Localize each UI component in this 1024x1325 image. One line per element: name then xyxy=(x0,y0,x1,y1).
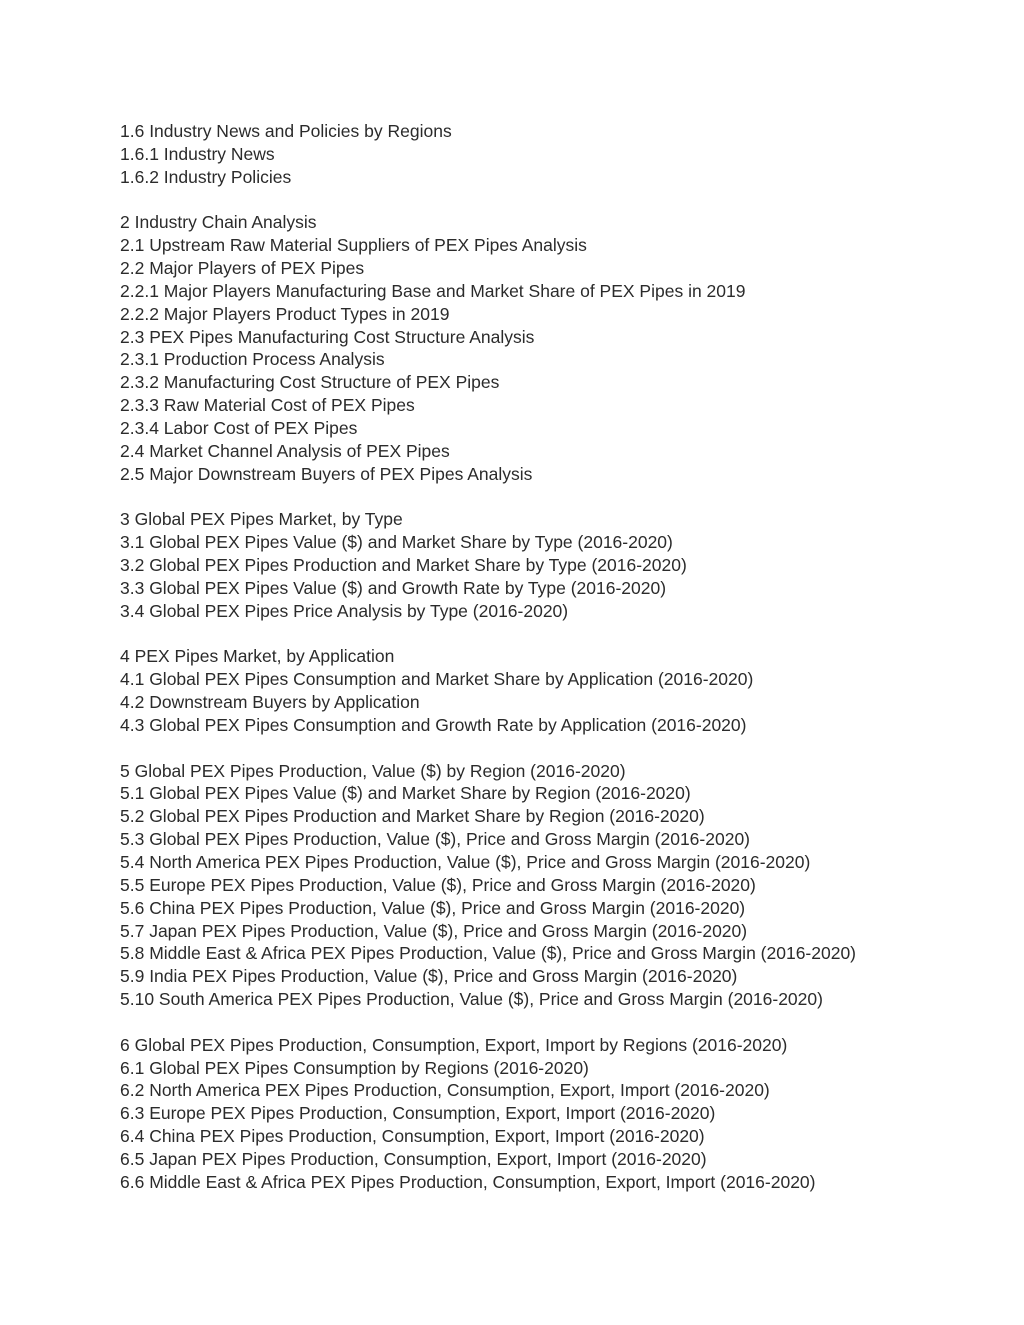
toc-heading: 1.6 Industry News and Policies by Regions xyxy=(120,121,452,141)
toc-heading: 5 Global PEX Pipes Production, Value ($) by Region (2016-2020) xyxy=(120,760,626,781)
toc-entry: 5.2 Global PEX Pipes Production and Market Share by Region (2016-2020) xyxy=(120,806,705,827)
toc-entry: 1.6.1 Industry News xyxy=(120,143,275,164)
toc-entry: 6.6 Middle East & Africa PEX Pipes Production, Consumption, Export, Import (2016-2020) xyxy=(120,1171,816,1192)
toc-entry: 6.1 Global PEX Pipes Consumption by Regions (2016-2020) xyxy=(120,1057,589,1078)
toc-entry: 3.3 Global PEX Pipes Value ($) and Growth Rate by Type (2016-2020) xyxy=(120,577,667,598)
table-of-contents xyxy=(120,120,1000,1217)
toc-entry: 2.3.4 Labor Cost of PEX Pipes xyxy=(120,417,358,438)
toc-entry: 2.3 PEX Pipes Manufacturing Cost Structure Analysis xyxy=(120,326,535,347)
toc-entry: 4.3 Global PEX Pipes Consumption and Growth Rate by Application (2016-2020) xyxy=(120,714,747,735)
toc-entry: 2.2.2 Major Players Product Types in 2019 xyxy=(120,303,450,324)
toc-entry: 5.4 North America PEX Pipes Production, Value ($), Price and Gross Margin (2016-2020) xyxy=(120,852,811,872)
toc-entry: 5.6 China PEX Pipes Production, Value ($), Price and Gross Margin (2016-2020) xyxy=(120,897,746,918)
toc-entry: 5.1 Global PEX Pipes Value ($) and Market Share by Region (2016-2020) xyxy=(120,783,691,804)
toc-entry: 4.1 Global PEX Pipes Consumption and Market Share by Application (2016-2020) xyxy=(120,669,754,690)
toc-entry: 3.4 Global PEX Pipes Price Analysis by Type (2016-2020) xyxy=(120,600,569,621)
toc-entry: 2.3.2 Manufacturing Cost Structure of PEX Pipes xyxy=(120,372,500,393)
toc-entry: 5.10 South America PEX Pipes Production, Value ($), Price and Gross Margin (2016-2020) xyxy=(120,989,823,1010)
toc-section xyxy=(120,211,1000,485)
toc-entry: 5.8 Middle East & Africa PEX Pipes Production, Value ($), Price and Gross Margin (2016-2020) xyxy=(120,943,857,964)
toc-entry: 6.4 China PEX Pipes Production, Consumption, Export, Import (2016-2020) xyxy=(120,1126,705,1147)
toc-heading: 3 Global PEX Pipes Market, by Type xyxy=(120,509,403,530)
toc-entry: 2.2 Major Players of PEX Pipes xyxy=(120,258,365,279)
toc-heading: 6 Global PEX Pipes Production, Consumption, Export, Import by Regions (2016-2020) xyxy=(120,1034,788,1055)
toc-entry: 5.9 India PEX Pipes Production, Value ($), Price and Gross Margin (2016-2020) xyxy=(120,966,738,987)
toc-entry: 6.2 North America PEX Pipes Production, Consumption, Export, Import (2016-2020) xyxy=(120,1080,770,1101)
toc-section xyxy=(120,645,1000,736)
toc-section xyxy=(120,508,1000,622)
toc-entry: 6.3 Europe PEX Pipes Production, Consumption, Export, Import (2016-2020) xyxy=(120,1103,716,1124)
toc-entry: 3.2 Global PEX Pipes Production and Market Share by Type (2016-2020) xyxy=(120,555,687,576)
toc-entry: 4.2 Downstream Buyers by Application xyxy=(120,692,420,713)
toc-heading: 4 PEX Pipes Market, by Application xyxy=(120,646,395,667)
toc-entry: 5.5 Europe PEX Pipes Production, Value ($), Price and Gross Margin (2016-2020) xyxy=(120,874,756,895)
toc-entry: 2.3.3 Raw Material Cost of PEX Pipes xyxy=(120,395,415,416)
toc-section xyxy=(120,760,1000,1011)
toc-entry: 5.3 Global PEX Pipes Production, Value ($), Price and Gross Margin (2016-2020) xyxy=(120,829,750,850)
toc-section xyxy=(120,120,1000,189)
toc-entry: 2.3.1 Production Process Analysis xyxy=(120,349,385,370)
toc-entry: 2.1 Upstream Raw Material Suppliers of PEX Pipes Analysis xyxy=(120,235,587,256)
toc-section xyxy=(120,1034,1000,1194)
toc-heading: 2 Industry Chain Analysis xyxy=(120,212,317,233)
toc-entry: 5.7 Japan PEX Pipes Production, Value ($), Price and Gross Margin (2016-2020) xyxy=(120,920,748,941)
toc-entry: 2.2.1 Major Players Manufacturing Base and Market Share of PEX Pipes in 2019 xyxy=(120,280,746,301)
toc-entry: 2.4 Market Channel Analysis of PEX Pipes xyxy=(120,440,450,461)
toc-entry: 1.6.2 Industry Policies xyxy=(120,166,292,187)
toc-entry: 2.5 Major Downstream Buyers of PEX Pipes Analysis xyxy=(120,463,533,484)
toc-entry: 6.5 Japan PEX Pipes Production, Consumption, Export, Import (2016-2020) xyxy=(120,1148,707,1169)
toc-entry: 3.1 Global PEX Pipes Value ($) and Market Share by Type (2016-2020) xyxy=(120,532,673,553)
